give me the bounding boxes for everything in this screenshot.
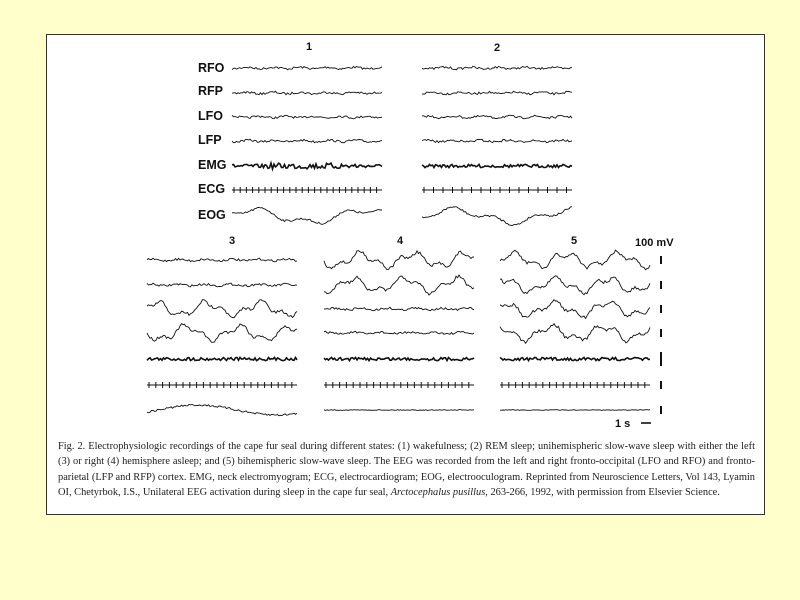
trace-5-ecg	[500, 382, 650, 388]
figure-panel	[46, 34, 765, 515]
figure-caption	[58, 439, 755, 500]
trace-5-lfo	[500, 300, 650, 319]
trace-2-eog	[422, 207, 572, 226]
trace-2-emg	[422, 164, 572, 167]
trace-3-rfp	[147, 283, 297, 287]
channel-label-rfp: RFP	[198, 84, 223, 98]
trace-3-emg	[147, 357, 297, 360]
channel-label-eog: EOG	[198, 208, 226, 222]
trace-4-ecg	[324, 382, 474, 388]
trace-1-lfo	[232, 115, 382, 119]
channel-label-emg: EMG	[198, 158, 227, 172]
caption-text-end: , 263-266, 1992, with permission from Elsevier Science.	[485, 486, 720, 498]
channel-label-rfo: RFO	[198, 61, 225, 75]
channel-label-ecg: ECG	[198, 182, 226, 196]
trace-1-emg	[232, 163, 382, 169]
trace-5-rfp	[500, 276, 650, 295]
trace-4-lfo	[324, 307, 474, 310]
panel-label-1: 1	[306, 41, 313, 53]
panel-label-4: 4	[397, 235, 404, 247]
channel-label-lfp: LFP	[198, 133, 222, 147]
trace-1-eog	[232, 208, 382, 225]
trace-5-rfo	[500, 250, 650, 270]
trace-3-lfp	[147, 324, 297, 343]
trace-5-lfp	[500, 324, 650, 344]
trace-3-eog	[147, 404, 297, 415]
caption-species: Arctocephalus pusillus	[390, 486, 486, 498]
trace-1-ecg	[232, 187, 382, 193]
trace-5-eog	[500, 410, 650, 411]
trace-5-emg	[500, 357, 650, 360]
trace-3-rfo	[147, 258, 297, 262]
trace-2-rfo	[422, 66, 572, 70]
channel-label-lfo: LFO	[198, 109, 223, 123]
trace-2-lfp	[422, 139, 572, 142]
eeg-recordings-figure	[47, 35, 764, 435]
trace-2-ecg	[422, 187, 572, 193]
time-scale-label: 1 s	[615, 418, 631, 430]
caption-text: Fig. 2. Electrophysiologic recordings of the cape fur seal during different states: (1) wakefulness; (2) REM sleep; unihemispheric slow-wave sleep with either the left (3) or right (4) hemisphere asleep; and (5) bihemispheric slow-wave sleep. The EEG was recorded from the left and right fronto-occipital (LFO and RFO) and fronto-parietal (LFP and RFP) cortex. EMG, neck electromyogram; ECG, electrocardiogram; EOG, electrooculogram. Reprinted from Neuroscience Letters, Vol 143, Lyamin OI, Chetyrbok, I.S., Unilateral EEG activation during sleep in the cape fur seal,	[58, 441, 755, 498]
trace-1-rfo	[232, 66, 382, 69]
panel-label-2: 2	[494, 42, 501, 54]
voltage-scale-label: 100 mV	[635, 237, 674, 249]
panel-label-3: 3	[229, 235, 236, 247]
trace-4-eog	[324, 410, 474, 411]
trace-4-emg	[324, 357, 474, 360]
panel-label-5: 5	[571, 235, 578, 247]
trace-1-rfp	[232, 91, 382, 94]
trace-4-rfp	[324, 275, 474, 295]
trace-2-rfp	[422, 91, 572, 95]
trace-3-ecg	[147, 382, 297, 388]
trace-4-rfo	[324, 251, 474, 270]
trace-1-lfp	[232, 139, 382, 143]
trace-4-lfp	[324, 331, 474, 334]
trace-2-lfo	[422, 115, 572, 119]
trace-3-lfo	[147, 300, 297, 318]
